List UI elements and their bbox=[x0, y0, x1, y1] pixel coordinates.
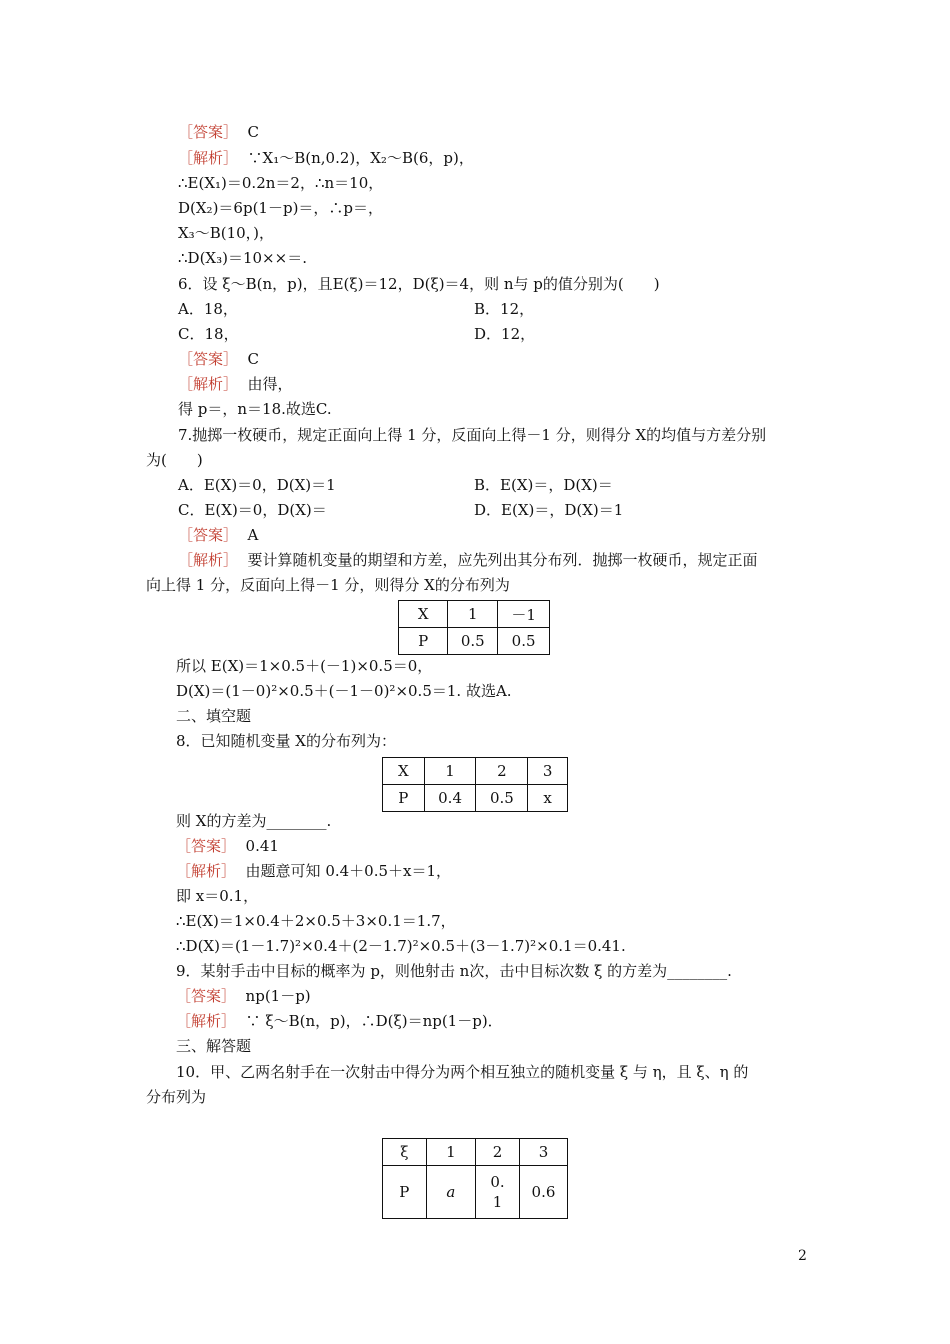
table-cell: ξ bbox=[383, 1139, 427, 1166]
table-cell: 2 bbox=[476, 1139, 520, 1166]
text-line: X₃～B(10，)， bbox=[178, 224, 275, 242]
question-8: 8．已知随机变量 X的分布列为： bbox=[176, 732, 396, 750]
question-7: 7.抛掷一枚硬币，规定正面向上得 1 分，反面向上得－1 分，则得分 X的均值与方差分别 bbox=[178, 426, 767, 444]
table-cell: P bbox=[383, 1166, 427, 1219]
analysis-line bbox=[176, 1011, 503, 1031]
answer-line bbox=[178, 349, 259, 369]
table-row bbox=[383, 1166, 568, 1219]
question-6: 6．设 ξ～B(n，p)，且E(ξ)＝12，D(ξ)＝4，则 n与 p的值分别为( ) bbox=[178, 275, 660, 293]
answer-text: 0.41 bbox=[236, 837, 279, 855]
option-c: C．E(X)＝0，D(X)＝ bbox=[178, 501, 327, 519]
analysis-tag: ［解析］ bbox=[176, 1012, 237, 1030]
table-cell: P bbox=[399, 628, 448, 655]
answer-text: A bbox=[238, 526, 259, 544]
table-cell: 3 bbox=[528, 758, 568, 785]
answer-line bbox=[176, 836, 279, 856]
table-cell: 0.5 bbox=[448, 628, 498, 655]
answer-tag: ［答案］ bbox=[176, 837, 237, 855]
table-row bbox=[383, 1139, 568, 1166]
table-cell: a bbox=[426, 1166, 475, 1219]
answer-text: C bbox=[238, 350, 260, 368]
table-cell: 0.5 bbox=[498, 628, 550, 655]
answer-tag: ［答案］ bbox=[176, 987, 237, 1005]
option-c: C．18， bbox=[178, 325, 239, 343]
answer-line bbox=[178, 122, 259, 142]
text-line: 所以 E(X)＝1×0.5＋(－1)×0.5＝0， bbox=[176, 657, 433, 675]
answer-line bbox=[176, 986, 311, 1006]
table-row bbox=[399, 601, 550, 628]
option-a: A．E(X)＝0，D(X)＝1 bbox=[178, 476, 336, 494]
table-cell: 0. 1 bbox=[476, 1166, 520, 1219]
option-a: A．18， bbox=[178, 300, 238, 318]
question-10: 10．甲、乙两名射手在一次射击中得分为两个相互独立的随机变量 ξ 与 η，且 ξ、η 的 bbox=[176, 1063, 749, 1081]
analysis-line bbox=[178, 550, 758, 570]
text-line: ∴E(X₁)＝0.2n＝2，∴n＝10， bbox=[178, 174, 384, 192]
answer-line bbox=[178, 525, 258, 545]
answer-tag: ［答案］ bbox=[178, 123, 239, 141]
table-row bbox=[383, 758, 568, 785]
analysis-line bbox=[176, 861, 451, 881]
page-number: 2 bbox=[798, 1248, 807, 1264]
analysis-line bbox=[178, 148, 474, 168]
option-b: B．E(X)＝，D(X)＝ bbox=[474, 476, 613, 494]
option-d: D．12， bbox=[474, 325, 536, 343]
table-cell: 2 bbox=[476, 758, 528, 785]
analysis-text: 由题意可知 0.4＋0.5＋x＝1， bbox=[236, 862, 452, 880]
table-cell: －1 bbox=[498, 601, 550, 628]
table-row bbox=[383, 785, 568, 812]
question-10-cont: 分布列为 bbox=[146, 1088, 207, 1106]
table-cell: 0.4 bbox=[424, 785, 476, 812]
analysis-text: 要计算随机变量的期望和方差，应先列出其分布列．抛掷一枚硬币，规定正面 bbox=[238, 551, 758, 569]
distribution-table-8 bbox=[382, 757, 568, 812]
table-cell: X bbox=[383, 758, 425, 785]
text-line: ∴D(X)＝(1－1.7)²×0.4＋(2－1.7)²×0.5＋(3－1.7)²×0.1＝0.41. bbox=[176, 937, 626, 955]
table-cell: 3 bbox=[519, 1139, 567, 1166]
analysis-tag: ［解析］ bbox=[178, 149, 239, 167]
analysis-tag: ［解析］ bbox=[178, 551, 239, 569]
analysis-tag: ［解析］ bbox=[176, 862, 237, 880]
analysis-tag: ［解析］ bbox=[178, 375, 239, 393]
table-cell: P bbox=[383, 785, 425, 812]
text-line: 即 x＝0.1， bbox=[176, 887, 259, 905]
option-b: B．12， bbox=[474, 300, 535, 318]
table-cell: 0.5 bbox=[476, 785, 528, 812]
analysis-text: 由得， bbox=[238, 375, 293, 393]
text-line: ∴E(X)＝1×0.4＋2×0.5＋3×0.1＝1.7， bbox=[176, 912, 456, 930]
table-cell: X bbox=[399, 601, 448, 628]
table-cell: 1 bbox=[448, 601, 498, 628]
text-line: D(X₂)＝6p(1－p)＝，∴p＝， bbox=[178, 199, 384, 217]
answer-text: C bbox=[238, 123, 260, 141]
analysis-text: ∵ ξ～B(n，p)，∴D(ξ)＝np(1－p)． bbox=[236, 1012, 503, 1030]
text-line: 得 p＝，n＝18.故选C. bbox=[178, 400, 332, 418]
section-heading: 二、填空题 bbox=[176, 707, 252, 725]
table-cell: 1 bbox=[426, 1139, 475, 1166]
text-line: 则 X的方差为________. bbox=[176, 812, 332, 830]
answer-tag: ［答案］ bbox=[178, 526, 239, 544]
text-line: 向上得 1 分，反面向上得－1 分，则得分 X的分布列为 bbox=[146, 576, 510, 594]
distribution-table-7 bbox=[398, 600, 550, 655]
text-line: D(X)＝(1－0)²×0.5＋(－1－0)²×0.5＝1. 故选A. bbox=[176, 682, 512, 700]
question-9: 9．某射手击中目标的概率为 p，则他射击 n次，击中目标次数 ξ 的方差为________. bbox=[176, 962, 732, 980]
option-d: D．E(X)＝，D(X)＝1 bbox=[474, 501, 624, 519]
distribution-table-10 bbox=[382, 1138, 568, 1219]
table-row bbox=[399, 628, 550, 655]
answer-tag: ［答案］ bbox=[178, 350, 239, 368]
answer-text: np(1－p) bbox=[236, 987, 311, 1005]
analysis-line bbox=[178, 374, 293, 394]
analysis-text: ∵X₁～B(n,0.2)，X₂～B(6，p)， bbox=[238, 149, 474, 167]
section-heading: 三、解答题 bbox=[176, 1037, 252, 1055]
text-line: ∴D(X₃)＝10××＝. bbox=[178, 249, 307, 267]
table-cell: x bbox=[528, 785, 568, 812]
table-cell: 0.6 bbox=[519, 1166, 567, 1219]
table-cell: 1 bbox=[424, 758, 476, 785]
question-7-cont: 为( ) bbox=[146, 451, 203, 469]
